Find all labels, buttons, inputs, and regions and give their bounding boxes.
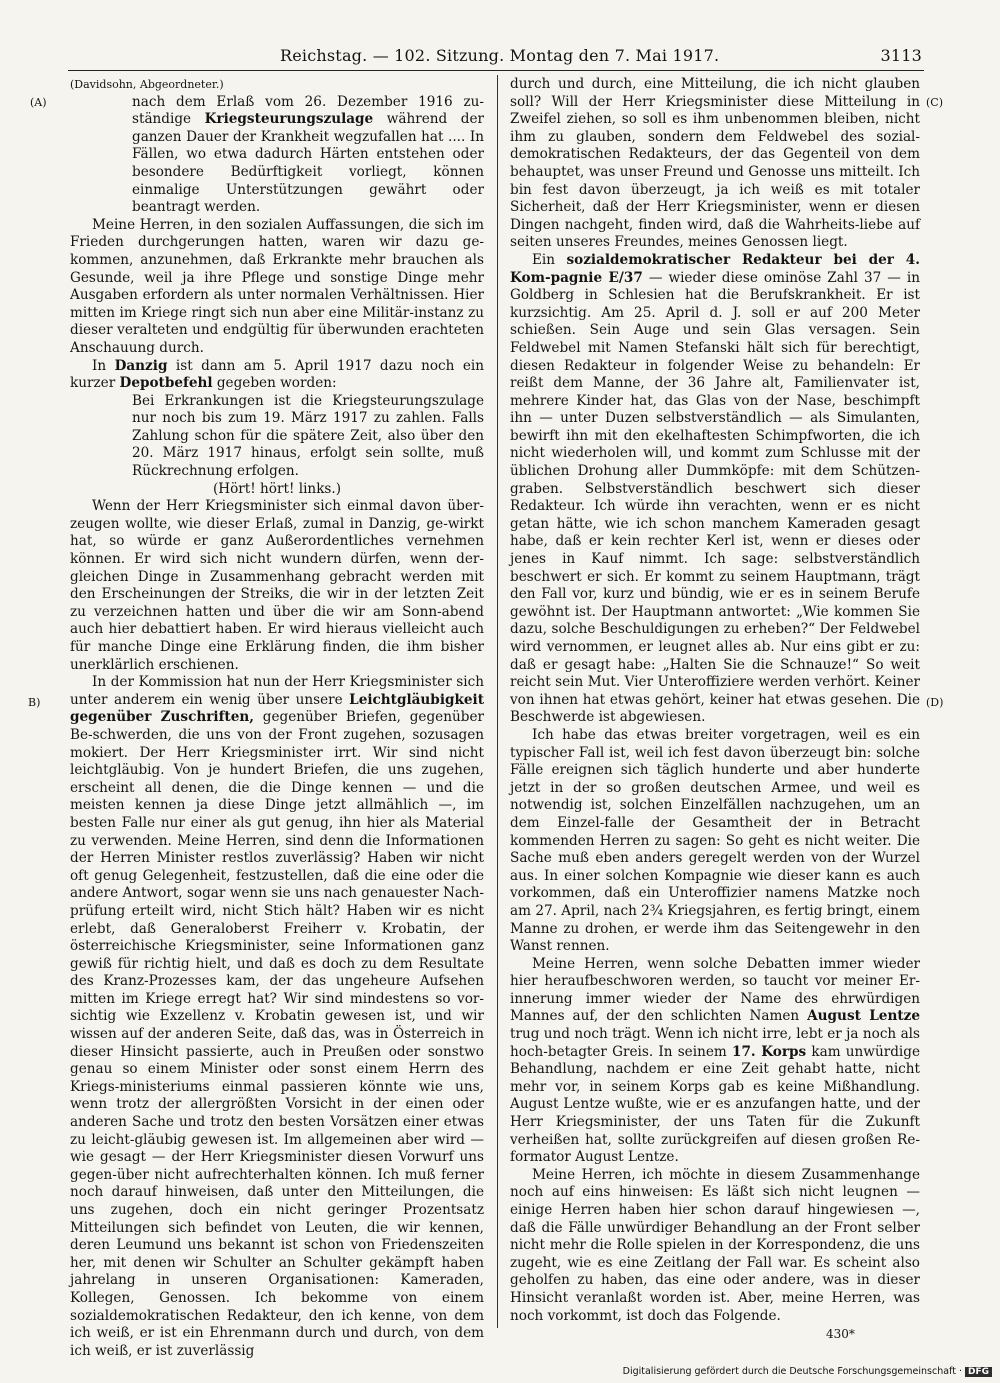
emphasis: Depotbefehl: [119, 375, 213, 392]
text-run: kam unwürdige Behandlung, nachdem er eine Zeit gehabt hatte, nicht mehr vor, in seinem Korps gab es keine Mißhandlung. August Lentze wußte, wie er es anzufangen hatte, und der Herr Kriegsminister, der uns Taten für die Zukunft verheißen hat, sollte zurückgreifen auf diesen großen Re-formator August Lentze.: [510, 1043, 920, 1166]
dfg-logo: DFG: [965, 1367, 992, 1377]
page-number: 3113: [880, 46, 922, 65]
running-head: Reichstag. — 102. Sitzung. Montag den 7. Mai 1917.: [280, 46, 720, 65]
interjection: (Hört! hört! links.): [212, 480, 342, 497]
paragraph: Wenn der Herr Kriegsminister sich einmal davon über-zeugen wollte, wie dieser Erlaß, zumal in Danzig, ge-wirkt hat, so würde er ganz Außerordentliches vernehmen können. Er wird sich nicht wundern dürfen, wenn der-gleichen Dinge in Zusammenhang gebracht werden mit den Erscheinungen der Streiks, die wir in der letzten Zeit zu verzeichnen hatten und über die wir am Sonn-abend auch hier debattiert haben. Er wird hieraus vielleicht auch für manche Dinge eine Erklärung finden, die ihm bisher unerklärlich erschienen.: [70, 498, 484, 673]
page-header: [70, 44, 922, 68]
quote-block: Bei Erkrankungen ist die Kriegsteurungszulage nur noch bis zum 19. März 1917 zu zahlen. Falls Zahlung schon für die spätere Zeit, also über den 20. März 1917 hinaus, erfolgt sein sollte, muß Rückrechnung erfolgen.: [132, 392, 484, 480]
text-run: nach dem Erlaß vom 26. Dezember 1916 zu-ständige: [132, 93, 484, 128]
paragraph: [132, 94, 484, 217]
header-rule: [68, 70, 924, 71]
emphasis: Kriegsteurungszulage: [204, 111, 374, 128]
paragraph: [510, 252, 920, 727]
paragraph: durch und durch, eine Mitteilung, die ich nicht glauben soll? Will der Herr Kriegsminister diese Mitteilung in Zweifel ziehen, so soll es ihm unbenommen bleiben, nicht ihm zu glauben, sondern dem Feldwebel des sozial-demokratischen Redakteurs, der das Gegenteil von dem behauptet, was unser Freund und Genosse uns mitteilt. Ich bin fest davon überzeugt, ja ich weiß es mit totaler Sicherheit, daß der Herr Kriegsminister, wenn er diesen Dingen nachgeht, finden wird, daß die Wahrheits-liebe auf seiten unseres Freundes, meines Genossen liegt.: [510, 76, 920, 251]
text-run: In der Kommission hat nun der Herr Kriegsminister sich unter anderem ein wenig über unsere: [70, 674, 484, 708]
column-divider: [497, 75, 498, 1328]
emphasis: August Lentze: [807, 1008, 920, 1025]
footer: [560, 1366, 992, 1382]
text-run: ist dann am 5. April 1917 dazu noch ein kurzer: [70, 357, 484, 392]
paragraph: Meine Herren, ich möchte in diesem Zusammenhange noch auf eins hinweisen: Es läßt sich nicht leugnen — einige Herren haben hier schon darauf hingewiesen —, daß die Fälle unwürdiger Behandlung an der Front selber nicht mehr die Rolle spielen in der Korrespondenz, die uns zugeht, wie es eine Zeitlang der Fall war. Es scheint also geholfen zu haben, das eine oder andere, was in dieser Hinsicht veranlaßt worden ist. Aber, meine Herren, was noch vorkommt, ist doch das Folgende.: [510, 1166, 920, 1324]
text-run: Ein: [532, 251, 567, 268]
left-column: [70, 76, 484, 1360]
emphasis: 17. Korps: [731, 1043, 807, 1060]
paragraph: Meine Herren, in den sozialen Auffassungen, die sich im Frieden durchgerungen hatten, waren wir dazu ge-kommen, anzunehmen, daß Erkrankte mehr brauchen als Gesunde, weil ja ihre Pflege und sonstige Dinge mehr Ausgaben erfordern als unter normalen Verhältnissen. Hier mitten im Kriege ringt sich nun aber eine Militär-instanz zu dieser veralteten und endgültig für überwunden erachteten Anschauung durch.: [70, 216, 484, 356]
emphasis: sozialdemokratischer Redakteur bei der 4. Kom-pagnie E/37: [510, 251, 920, 286]
margin-marker-a: (A): [30, 96, 47, 109]
signature-mark: 430*: [826, 1327, 855, 1341]
right-column: [510, 76, 920, 1325]
text-run: In: [92, 357, 115, 374]
emphasis: Danzig: [114, 357, 168, 374]
text-run: trug und noch trägt. Wenn ich nicht irre, lebt er ja noch als hoch-betagter Greis. In seinem: [510, 1026, 920, 1060]
margin-marker-b: B): [28, 696, 41, 709]
text-run: gegeben worden:: [212, 375, 337, 392]
paragraph: [70, 358, 484, 393]
paragraph: [510, 956, 920, 1167]
text-run: Meine Herren, wenn solche Debatten immer wieder hier heraufbeschworen werden, so taucht vor meiner Er-innerung immer wieder der Name des ehrwürdigen Mannes auf, der den schlichten Namen: [510, 955, 920, 1025]
margin-marker-c: (C): [926, 96, 943, 109]
text-run: gegenüber Briefen, gegenüber Be-schwerden, die uns von der Front zugehen, sozusagen mokiert. Der Herr Kriegsminister irrt. Wir sind nicht leichtgläubig. Von je hundert Briefen, die uns zugehen, erscheint all denen, die die Dinge kennen — und die meisten kennen ja diese Dinge jetzt allmählich —, im besten Falle nur einer als gut genug, ihn hier als Material zu verwenden. Meine Herren, sind denn die Informationen der Herren Minister restlos zuverlässig? Haben wir nicht oft genug Gelegenheit, festzustellen, daß die eine oder die andere Antwort, sogar wenn sie uns nach genauester Nach-prüfung erteilt wird, nicht Stich hält? Haben wir es nicht erlebt, daß Generaloberst Freiherr v. Krobatin, der österreichische Kriegsminister, seine Informationen ganz gewiß für richtig hielt, und daß es doch zu dem Resultate des Kranz-Prozesses kam, der das ungeheure Aufsehen mitten im Kriege erregt hat? Wir sind mindestens so vor-sichtig wie Exzellenz v. Krobatin gewesen ist, und wir wissen auf der anderen Seite, daß das, was in Österreich in dieser Hinsicht passierte, auch in Preußen oder sonstwo genau so einem Minister oder sonst einem Herrn des Kriegs-ministeriums einmal passieren könnte wie uns, wenn trotz der allergrößten Vorsicht in der einen oder anderen Sache und trotz den besten Vorsätzen einer etwas zu leicht-gläubig gewesen ist. Im allgemeinen aber wird — wie gesagt — der Herr Kriegsminister diesen Vorwurf uns gegen-über nicht aufrechterhalten können. Ich muß ferner noch darauf hinweisen, daß unter den Mitteilungen, die uns zugehen, doch ein nicht geringer Prozentsatz Mitteilungen sich befindet von Leuten, die wir kennen, deren Leumund uns bekannt ist schon von Friedenszeiten her, mit denen wir Schulter an Schulter gekämpft haben jahrelang in unseren Organisationen: Kameraden, Kollegen, Genossen. Ich bekomme von einem sozialdemokratischen Redakteur, den ich kenne, von dem ich weiß, er ist ein Ehrenmann durch und durch, von dem ich weiß, er ist zuverlässig: [70, 709, 484, 1359]
emphasis: Leichtgläubigkeit gegenüber Zuschriften,: [70, 691, 484, 726]
footer-text: Digitalisierung gefördert durch die Deutsche Forschungsgemeinschaft ·: [622, 1366, 962, 1377]
text-run: — wieder diese ominöse Zahl 37 — in Goldberg in Schlesien hat die Berufskrankheit. Er ist kurzsichtig. Am 25. April d. J. soll er auf 200 Meter schießen. Sein Auge und sein Glas versagen. Sein Feldwebel mit Namen Stefanski hält sich für berechtigt, diesen Redakteur in folgender Weise zu behandeln: Er reißt dem Manne, der 36 Jahre alt, Familienvater ist, mehrere Kinder hat, das Glas von der Nase, beschimpft ihn — unter Duzen selbstverständlich — als Simulanten, bewirft ihn mit den ekelhaftesten Schimpfworten, die ich nicht wiederholen will, und kommt zum Schlusse mit der üblichen Drohung aller Dummköpfe: mit dem Schützen-graben. Selbstverständlich beschwert sich dieser Redakteur. Ich würde ihn verachten, wenn er es nicht getan hätte, wie ich schon manchem Kameraden gesagt habe, daß er kein rechter Kerl ist, wenn er dieses oder jenes in Kauf nimmt. Ich sage: selbstverständlich beschwert er sich. Er kommt zu seinem Hauptmann, trägt den Fall vor, kurz und bündig, wie er es in seinem Berufe gewöhnt ist. Der Hauptmann antwortet: „Wie kommen Sie dazu, solche Beschuldigungen zu erheben?“ Der Feldwebel wird vernommen, er leugnet alles ab. Nur eins gibt er zu: daß er gesagt habe: „Halten Sie die Schnauze!“ So weit reicht sein Mut. Vier Unteroffiziere werden verhört. Keiner von ihnen hat etwas gehört, keiner hat etwas gesehen. Die Beschwerde ist abgewiesen.: [510, 269, 921, 726]
speaker-label: (Davidsohn, Abgeordneter.): [70, 78, 224, 91]
paragraph: Ich habe das etwas breiter vorgetragen, weil es ein typischer Fall ist, weil ich fest davon überzeugt bin: solche Fälle ereignen sich täglich hunderte und aber hunderte jetzt in der so großen deutschen Armee, und weil es notwendig ist, solchen Einzelfällen nachzugehen, um an dem Einzel-falle der Gesamtheit der in Betracht kommenden Herren zu sagen: So geht es nicht weiter. Die Sache muß eben anders geregelt werden von der Wurzel aus. In einer solchen Kompagnie wie dieser kann es auch vorkommen, daß ein Unteroffizier namens Matzke noch am 27. April, nach 2¾ Kriegsjahren, es fertig bringt, einem Manne zu drohen, er werde ihm das Seitengewehr in den Wanst rennen.: [510, 726, 920, 955]
text-run: während der ganzen Dauer der Krankheit wegzufallen hat .... In Fällen, wo etwa dadurch Härten entstehen oder besondere Bedürftigkeit vorliegt, können einmalige Unterstützungen gewährt oder beantragt werden.: [132, 111, 484, 216]
margin-marker-d: (D): [926, 696, 944, 709]
paragraph: [70, 674, 484, 1360]
